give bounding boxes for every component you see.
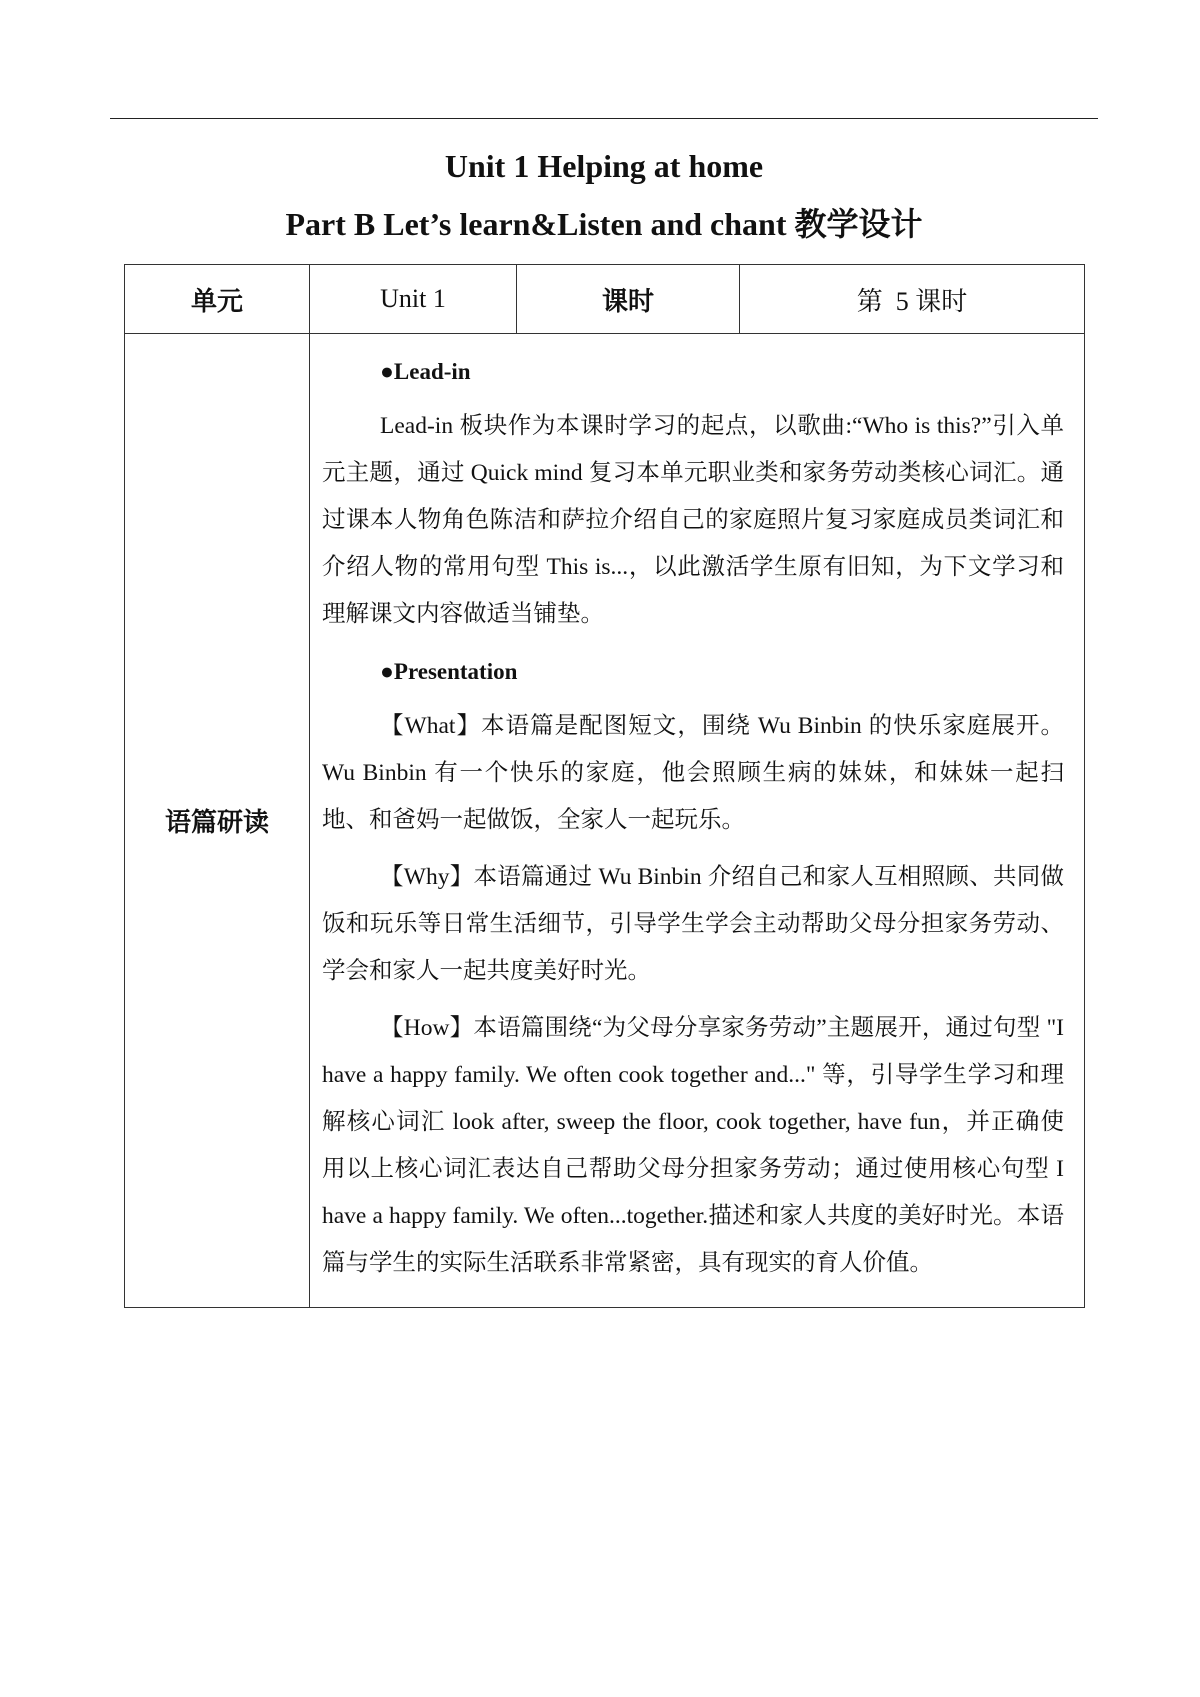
how-paragraph: 【How】本语篇围绕“为父母分享家务劳动”主题展开，通过句型 "I have a happy family. We often cook together and..." 等，引导学生学习和理解核心词汇 look after, sweep the floor, cook together, have fun，并正确使用以上核心词汇表达自己帮助父母分担家务劳动；通过使用核心句型 I have a happy family. We often...together.描述和家人共度的美好时光。本语篇与学生的实际生活联系非常紧密，具有现实的育人价值。 xyxy=(322,1015,1064,1276)
unit-label-cell: 单元 xyxy=(125,265,310,334)
document-subtitle: Part B Let’s learn&Listen and chant 教学设计 xyxy=(285,206,923,242)
lesson-plan-table xyxy=(124,264,1085,1308)
lesson-value-cell: 第 5 课时 xyxy=(740,265,1085,334)
table-row xyxy=(125,334,1085,1308)
text-analysis-label-cell: 语篇研读 xyxy=(125,334,310,1308)
text-analysis-content-cell xyxy=(310,334,1085,1308)
why-paragraph: 【Why】本语篇通过 Wu Binbin 介绍自己和家人互相照顾、共同做饭和玩乐等日常生活细节，引导学生学会主动帮助父母分担家务劳动、学会和家人一起共度美好时光。 xyxy=(322,864,1064,984)
header-rule xyxy=(110,118,1098,119)
leadin-paragraph: Lead-in 板块作为本课时学习的起点，以歌曲:“Who is this?”引入单元主题，通过 Quick mind 复习本单元职业类和家务劳动类核心词汇。通过课本人物角色陈洁和萨拉介绍自己的家庭照片复习家庭成员类词汇和介绍人物的常用句型 This is...，以此激活学生原有旧知，为下文学习和理解课文内容做适当铺垫。 xyxy=(322,413,1064,627)
document-title: Unit 1 Helping at home xyxy=(444,148,764,184)
what-paragraph: 【What】本语篇是配图短文，围绕 Wu Binbin 的快乐家庭展开。Wu Binbin 有一个快乐的家庭，他会照顾生病的妹妹，和妹妹一起扫地、和爸妈一起做饭，全家人一起玩乐。 xyxy=(322,713,1064,833)
leadin-heading: ●Lead-in xyxy=(380,359,471,384)
unit-value-cell: Unit 1 xyxy=(310,265,517,334)
lesson-label-cell: 课时 xyxy=(517,265,740,334)
table-row xyxy=(125,265,1085,334)
presentation-heading: ●Presentation xyxy=(380,659,518,684)
